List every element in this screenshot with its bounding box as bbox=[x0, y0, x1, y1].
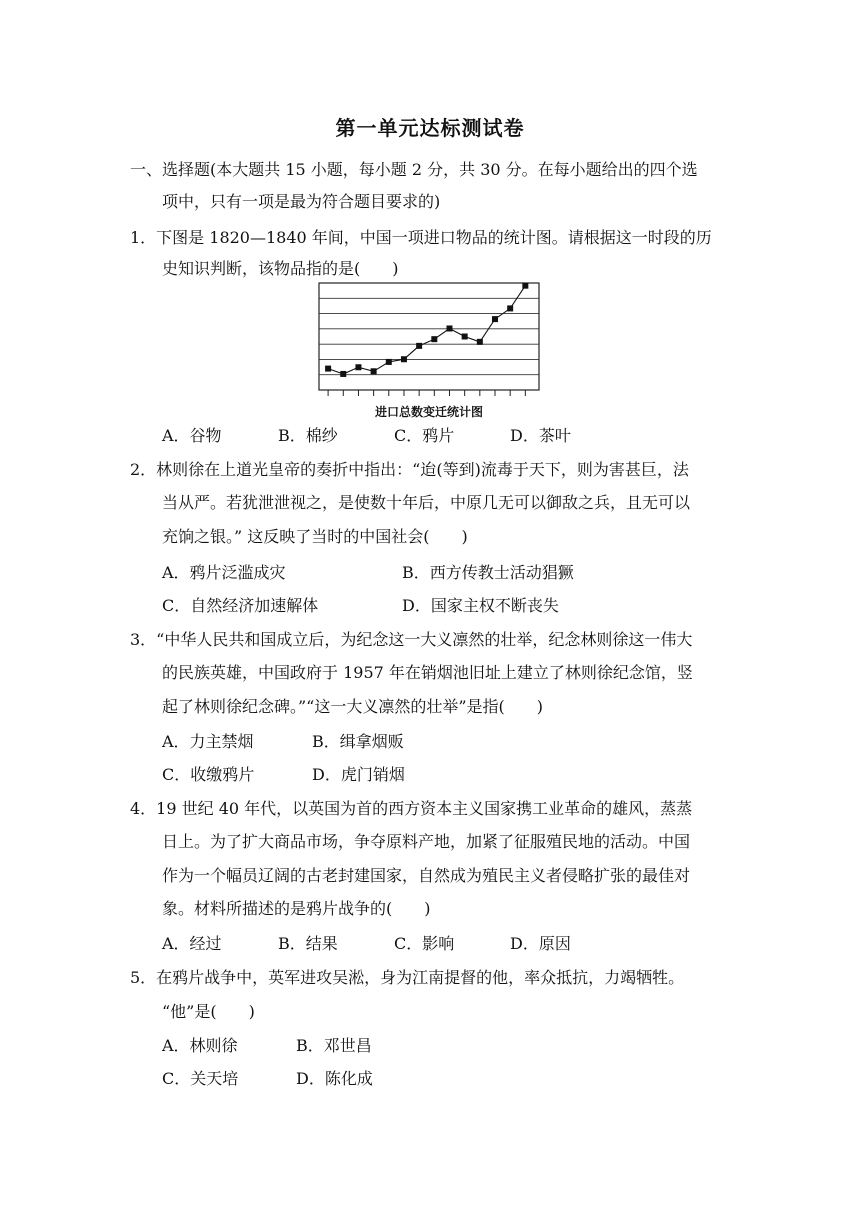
question-1-line1: 1．下图是 1820—1840 年间，中国一项进口物品的统计图。请根据这一时段的历 bbox=[130, 228, 712, 247]
chart-data-point bbox=[401, 356, 407, 362]
question-2-line2: 当从严。若犹泄泄视之，是使数十年后，中原几无可以御敌之兵，且无可以 bbox=[162, 493, 691, 512]
section-heading-line1: 一、选择题(本大题共 15 小题，每小题 2 分，共 30 分。在每小题给出的四个选 bbox=[130, 160, 698, 179]
chart-data-point bbox=[431, 336, 437, 342]
question-4-line3: 作为一个幅员辽阔的古老封建国家，自然成为殖民主义者侵略扩张的最佳对 bbox=[162, 866, 691, 885]
question-2-line3: 充饷之银。” 这反映了当时的中国社会( ) bbox=[162, 527, 468, 546]
question-4-option-c[interactable]: C．影响 bbox=[394, 934, 455, 953]
chart-data-point bbox=[462, 334, 468, 340]
question-3-line3: 起了林则徐纪念碑。”“这一大义凛然的壮举”是指( ) bbox=[162, 697, 544, 716]
question-3-options-row2 bbox=[162, 764, 405, 786]
question-3-options-row1 bbox=[162, 731, 404, 753]
chart-data-point bbox=[386, 359, 392, 365]
chart-caption: 进口总数变迁统计图 bbox=[374, 405, 483, 419]
chart-data-point bbox=[340, 371, 346, 377]
page-title: 第一单元达标测试卷 bbox=[335, 116, 525, 140]
question-3-line1: 3．“中华人民共和国成立后，为纪念这一大义凛然的壮举，纪念林则徐这一伟大 bbox=[130, 630, 693, 649]
question-5-options-row1 bbox=[162, 1035, 372, 1057]
question-1-option-b[interactable]: B．棉纱 bbox=[278, 426, 338, 445]
question-2-option-d[interactable]: D．国家主权不断丧失 bbox=[402, 596, 559, 615]
question-4-option-a[interactable]: A．经过 bbox=[162, 934, 222, 953]
import-chart-svg bbox=[318, 282, 540, 398]
question-1-option-a[interactable]: A．谷物 bbox=[162, 426, 222, 445]
question-4-line1: 4．19 世纪 40 年代，以英国为首的西方资本主义国家携工业革命的雄风，蒸蒸 bbox=[130, 799, 693, 818]
question-2-option-b[interactable]: B．西方传教士活动猖獗 bbox=[402, 563, 574, 582]
question-3-option-a[interactable]: A．力主禁烟 bbox=[162, 732, 254, 751]
question-3-option-c[interactable]: C．收缴鸦片 bbox=[162, 765, 255, 784]
question-4-option-d[interactable]: D．原因 bbox=[510, 934, 571, 953]
chart-data-point bbox=[446, 325, 452, 331]
question-3-option-d[interactable]: D．虎门销烟 bbox=[312, 765, 405, 784]
question-5-options-row2 bbox=[162, 1068, 373, 1090]
question-5-line2: “他”是( ) bbox=[162, 1002, 255, 1021]
chart-data-point bbox=[416, 343, 422, 349]
question-1-option-d[interactable]: D．茶叶 bbox=[510, 426, 571, 445]
chart-data-point bbox=[355, 364, 361, 370]
question-5-option-c[interactable]: C．关天培 bbox=[162, 1069, 239, 1088]
question-1-line2: 史知识判断，该物品指的是( ) bbox=[162, 259, 399, 278]
question-2-option-a[interactable]: A．鸦片泛滥成灾 bbox=[162, 563, 286, 582]
question-2-option-c[interactable]: C．自然经济加速解体 bbox=[162, 596, 319, 615]
chart-series-line bbox=[328, 286, 525, 374]
chart-data-point bbox=[325, 366, 331, 372]
chart-frame bbox=[319, 283, 539, 390]
question-4-options bbox=[162, 933, 571, 955]
chart-data-point bbox=[522, 283, 528, 289]
chart-data-point bbox=[371, 368, 377, 374]
chart-data-point bbox=[492, 316, 498, 322]
question-3-option-b[interactable]: B．缉拿烟贩 bbox=[312, 732, 404, 751]
question-1-options bbox=[162, 425, 571, 447]
question-4-line4: 象。材料所描述的是鸦片战争的( ) bbox=[162, 899, 431, 918]
chart-data-point bbox=[477, 339, 483, 345]
question-4-line2: 日上。为了扩大商品市场，争夺原料产地，加紧了征服殖民地的活动。中国 bbox=[162, 832, 691, 851]
question-2-line1: 2．林则徐在上道光皇帝的奏折中指出：“迨(等到)流毒于天下，则为害甚巨，法 bbox=[130, 460, 689, 479]
question-4-option-b[interactable]: B．结果 bbox=[278, 934, 338, 953]
question-1-option-c[interactable]: C．鸦片 bbox=[394, 426, 455, 445]
section-heading-line2: 项中，只有一项是最为符合题目要求的) bbox=[162, 192, 441, 211]
question-5-option-d[interactable]: D．陈化成 bbox=[296, 1069, 373, 1088]
question-3-line2: 的民族英雄，中国政府于 1957 年在销烟池旧址上建立了林则徐纪念馆，竖 bbox=[162, 663, 693, 682]
import-chart bbox=[318, 282, 540, 398]
question-5-line1: 5．在鸦片战争中，英军进攻吴淞，身为江南提督的他，率众抵抗，力竭牺牲。 bbox=[130, 968, 685, 987]
chart-data-point bbox=[507, 305, 513, 311]
question-5-option-a[interactable]: A．林则徐 bbox=[162, 1036, 238, 1055]
question-5-option-b[interactable]: B．邓世昌 bbox=[296, 1036, 372, 1055]
